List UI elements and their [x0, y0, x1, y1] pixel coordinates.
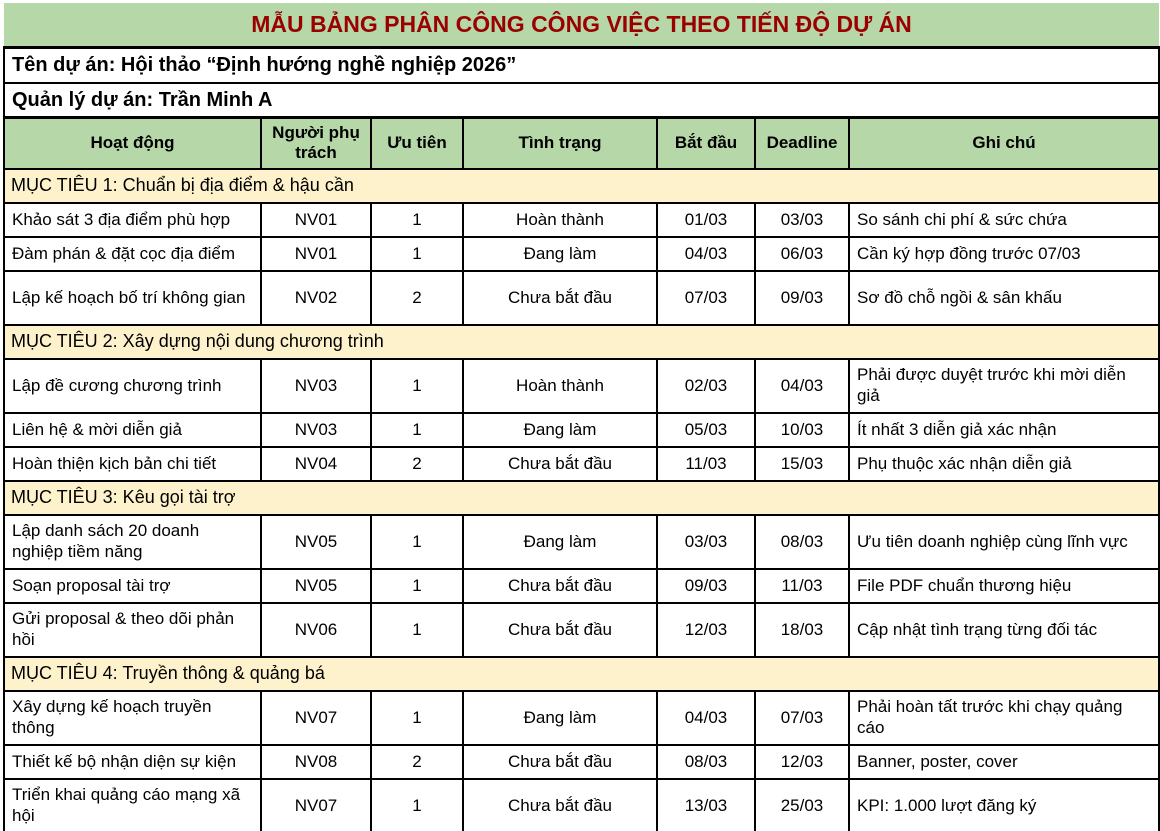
column-header-deadline: Deadline — [755, 117, 849, 169]
cell-assignee: NV08 — [261, 745, 371, 779]
cell-start: 02/03 — [657, 359, 755, 413]
cell-start: 07/03 — [657, 271, 755, 325]
cell-activity: Hoàn thiện kịch bản chi tiết — [4, 447, 261, 481]
table-row — [4, 413, 1159, 447]
cell-priority: 1 — [371, 515, 463, 569]
cell-start: 05/03 — [657, 413, 755, 447]
cell-note: Ưu tiên doanh nghiệp cùng lĩnh vực — [849, 515, 1159, 569]
cell-priority: 1 — [371, 779, 463, 831]
table-row — [4, 691, 1159, 745]
table-row — [4, 779, 1159, 831]
cell-activity: Lập kế hoạch bố trí không gian — [4, 271, 261, 325]
table-row — [4, 203, 1159, 237]
cell-priority: 2 — [371, 745, 463, 779]
cell-start: 12/03 — [657, 603, 755, 657]
table-row — [4, 359, 1159, 413]
cell-start: 01/03 — [657, 203, 755, 237]
cell-status: Đang làm — [463, 515, 657, 569]
project-name-line: Tên dự án: Hội thảo “Định hướng nghề nghiệp 2026” — [4, 47, 1159, 83]
table-row — [4, 569, 1159, 603]
cell-status: Hoàn thành — [463, 203, 657, 237]
cell-status: Đang làm — [463, 237, 657, 271]
section-heading: MỤC TIÊU 2: Xây dựng nội dung chương trình — [4, 325, 1159, 359]
cell-priority: 1 — [371, 359, 463, 413]
cell-activity: Lập đề cương chương trình — [4, 359, 261, 413]
table-row — [4, 271, 1159, 325]
cell-activity: Xây dựng kế hoạch truyền thông — [4, 691, 261, 745]
cell-deadline: 08/03 — [755, 515, 849, 569]
cell-note: Ít nhất 3 diễn giả xác nhận — [849, 413, 1159, 447]
section-heading: MỤC TIÊU 4: Truyền thông & quảng bá — [4, 657, 1159, 691]
cell-deadline: 07/03 — [755, 691, 849, 745]
cell-assignee: NV04 — [261, 447, 371, 481]
cell-assignee: NV03 — [261, 413, 371, 447]
cell-priority: 1 — [371, 237, 463, 271]
table-row — [4, 515, 1159, 569]
cell-activity: Lập danh sách 20 doanh nghiệp tiềm năng — [4, 515, 261, 569]
column-header-start: Bắt đầu — [657, 117, 755, 169]
cell-start: 03/03 — [657, 515, 755, 569]
cell-note: Cần ký hợp đồng trước 07/03 — [849, 237, 1159, 271]
cell-deadline: 18/03 — [755, 603, 849, 657]
cell-assignee: NV03 — [261, 359, 371, 413]
cell-deadline: 04/03 — [755, 359, 849, 413]
cell-priority: 1 — [371, 203, 463, 237]
column-header-assignee: Người phụ trách — [261, 117, 371, 169]
cell-activity: Đàm phán & đặt cọc địa điểm — [4, 237, 261, 271]
cell-activity: Triển khai quảng cáo mạng xã hội — [4, 779, 261, 831]
column-header-note: Ghi chú — [849, 117, 1159, 169]
cell-assignee: NV07 — [261, 779, 371, 831]
cell-activity: Thiết kế bộ nhận diện sự kiện — [4, 745, 261, 779]
cell-assignee: NV05 — [261, 515, 371, 569]
cell-deadline: 11/03 — [755, 569, 849, 603]
cell-priority: 2 — [371, 447, 463, 481]
cell-start: 08/03 — [657, 745, 755, 779]
project-manager-line: Quản lý dự án: Trần Minh A — [4, 83, 1159, 117]
cell-status: Hoàn thành — [463, 359, 657, 413]
cell-deadline: 25/03 — [755, 779, 849, 831]
cell-note: Phải được duyệt trước khi mời diễn giả — [849, 359, 1159, 413]
section-heading: MỤC TIÊU 3: Kêu gọi tài trợ — [4, 481, 1159, 515]
cell-deadline: 15/03 — [755, 447, 849, 481]
cell-status: Đang làm — [463, 691, 657, 745]
cell-assignee: NV01 — [261, 237, 371, 271]
cell-note: Cập nhật tình trạng từng đối tác — [849, 603, 1159, 657]
cell-start: 13/03 — [657, 779, 755, 831]
cell-priority: 1 — [371, 413, 463, 447]
cell-assignee: NV02 — [261, 271, 371, 325]
cell-start: 04/03 — [657, 237, 755, 271]
cell-assignee: NV01 — [261, 203, 371, 237]
cell-note: Phải hoàn tất trước khi chạy quảng cáo — [849, 691, 1159, 745]
cell-note: Banner, poster, cover — [849, 745, 1159, 779]
column-header-status: Tình trạng — [463, 117, 657, 169]
table-row — [4, 745, 1159, 779]
cell-activity: Liên hệ & mời diễn giả — [4, 413, 261, 447]
cell-status: Chưa bắt đầu — [463, 271, 657, 325]
cell-assignee: NV07 — [261, 691, 371, 745]
cell-status: Chưa bắt đầu — [463, 779, 657, 831]
cell-status: Chưa bắt đầu — [463, 745, 657, 779]
page-title: MẪU BẢNG PHÂN CÔNG CÔNG VIỆC THEO TIẾN ĐỘ DỰ ÁN — [4, 3, 1159, 47]
cell-priority: 2 — [371, 271, 463, 325]
cell-note: Sơ đồ chỗ ngồi & sân khấu — [849, 271, 1159, 325]
task-assignment-table — [3, 3, 1160, 831]
cell-deadline: 12/03 — [755, 745, 849, 779]
table-row — [4, 603, 1159, 657]
cell-status: Đang làm — [463, 413, 657, 447]
cell-deadline: 10/03 — [755, 413, 849, 447]
cell-note: File PDF chuẩn thương hiệu — [849, 569, 1159, 603]
table-row — [4, 237, 1159, 271]
cell-status: Chưa bắt đầu — [463, 603, 657, 657]
cell-start: 04/03 — [657, 691, 755, 745]
cell-start: 09/03 — [657, 569, 755, 603]
column-header-activity: Hoạt động — [4, 117, 261, 169]
cell-status: Chưa bắt đầu — [463, 447, 657, 481]
table-row — [4, 447, 1159, 481]
cell-note: So sánh chi phí & sức chứa — [849, 203, 1159, 237]
cell-priority: 1 — [371, 691, 463, 745]
cell-activity: Soạn proposal tài trợ — [4, 569, 261, 603]
cell-status: Chưa bắt đầu — [463, 569, 657, 603]
section-heading: MỤC TIÊU 1: Chuẩn bị địa điểm & hậu cần — [4, 169, 1159, 203]
cell-note: Phụ thuộc xác nhận diễn giả — [849, 447, 1159, 481]
cell-deadline: 03/03 — [755, 203, 849, 237]
cell-priority: 1 — [371, 603, 463, 657]
cell-priority: 1 — [371, 569, 463, 603]
cell-assignee: NV05 — [261, 569, 371, 603]
cell-start: 11/03 — [657, 447, 755, 481]
cell-activity: Gửi proposal & theo dõi phản hồi — [4, 603, 261, 657]
cell-deadline: 09/03 — [755, 271, 849, 325]
cell-note: KPI: 1.000 lượt đăng ký — [849, 779, 1159, 831]
cell-assignee: NV06 — [261, 603, 371, 657]
column-header-priority: Ưu tiên — [371, 117, 463, 169]
cell-activity: Khảo sát 3 địa điểm phù hợp — [4, 203, 261, 237]
cell-deadline: 06/03 — [755, 237, 849, 271]
